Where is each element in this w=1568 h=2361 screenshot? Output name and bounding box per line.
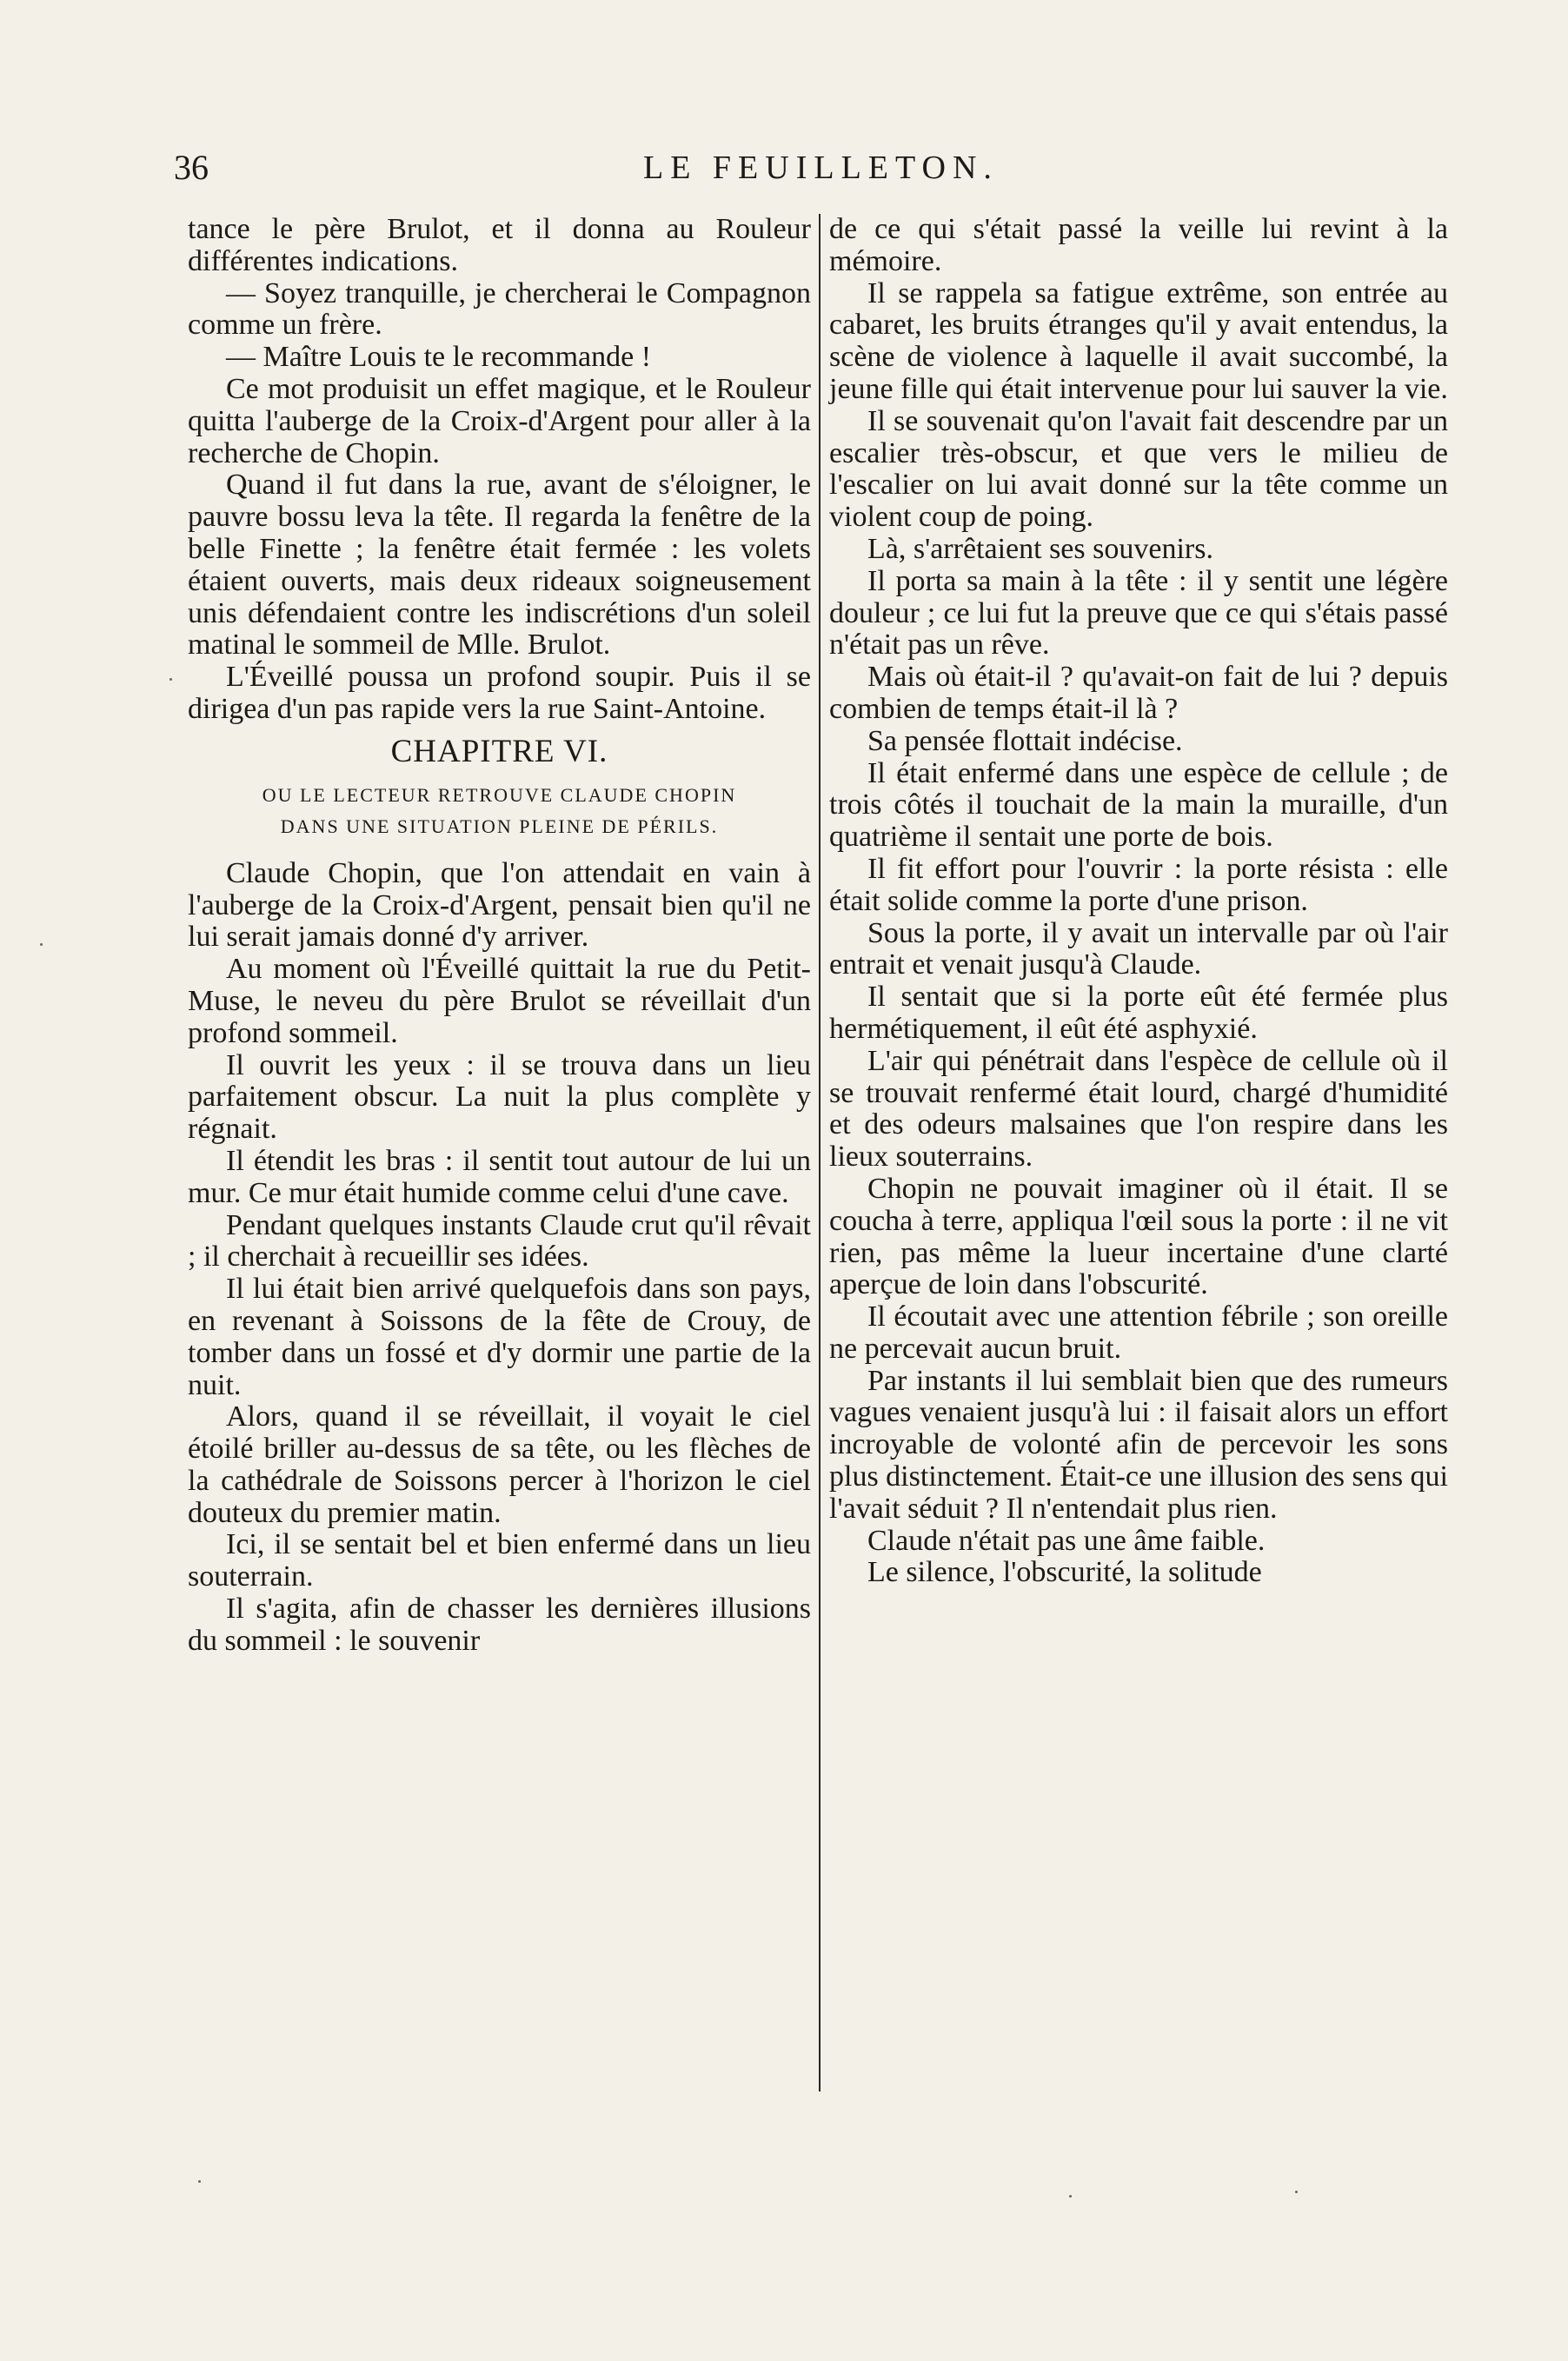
paragraph: Ici, il se sentait bel et bien enfermé dans un lieu souterrain. — [188, 1528, 811, 1593]
paragraph: Sous la porte, il y avait un intervalle par où l'air entrait et venait jusqu'à Claude. — [829, 916, 1448, 981]
paragraph: Il porta sa main à la tête : il y sentit une légère douleur ; ce lui fut la preuve que ce qui s'étais passé n'était pas un rêve. — [829, 564, 1448, 662]
paragraph: Il était enfermé dans une espèce de cellule ; de trois côtés il touchait de la main la muraille, d'un quatrième il sentait une porte de bois. — [829, 756, 1448, 854]
print-speck — [198, 2180, 201, 2183]
paragraph: — Soyez tranquille, je chercherai le Compagnon comme un frère. — [188, 276, 811, 342]
paragraph: — Maître Louis te le recommande ! — [226, 341, 652, 374]
paragraph: Il écoutait avec une attention fébrile ; son oreille ne percevait aucun bruit. — [829, 1300, 1448, 1365]
paragraph: Alors, quand il se réveillait, il voyait le ciel étoilé briller au-dessus de sa tête, ou les flèches de la cathédrale de Soissons percer à l'horizon le ciel douteux du premier matin. — [188, 1400, 811, 1529]
paragraph: Il sentait que si la porte eût été fermée plus hermétiquement, il eût été asphyxié. — [829, 981, 1448, 1045]
paragraph: Mais où était-il ? qu'avait-on fait de lui ? depuis combien de temps était-il là ? — [829, 661, 1448, 725]
print-speck — [1069, 2195, 1072, 2198]
print-speck — [40, 943, 43, 946]
paragraph: Là, s'arrêtaient ses souvenirs. — [867, 532, 1213, 565]
paragraph: Le silence, l'obscurité, la solitude — [867, 1556, 1262, 1589]
paragraph: Il lui était bien arrivé quelquefois dans son pays, en revenant à Soissons de la fête de Crouy, de tomber dans un fossé et d'y dormir une partie de la nuit. — [188, 1273, 811, 1401]
paragraph: Sa pensée flottait indécise. — [867, 724, 1183, 757]
paragraph: Claude n'était pas une âme faible. — [867, 1524, 1266, 1557]
paragraph: Il fit effort pour l'ouvrir : la porte résista : elle était solide comme la porte d'une prison. — [829, 852, 1448, 917]
paragraph: Ce mot produisit un effet magique, et le Rouleur quitta l'auberge de la Croix-d'Argent pour aller à la recherche de Chopin. — [188, 372, 811, 469]
paragraph: de ce qui s'était passé la veille lui revint à la mémoire. — [829, 213, 1448, 277]
paragraph: L'Éveillé poussa un profond soupir. Puis il se dirigea d'un pas rapide vers la rue Saint-Antoine. — [188, 661, 811, 725]
left-column — [188, 214, 811, 1658]
paragraph: Il ouvrit les yeux : il se trouva dans un lieu parfaitement obscur. La nuit la plus complète y régnait. — [188, 1048, 811, 1146]
journal-title: LE FEUILLETON. — [643, 150, 999, 186]
paragraph: Par instants il lui semblait bien que des rumeurs vagues venaient jusqu'à lui : il faisait alors un effort incroyable de volonté afin de percevoir les sons plus distinctement. Était-ce une illusion des sens qui l'avait séduit ? Il n'entendait plus rien. — [829, 1364, 1448, 1525]
paragraph: Il se rappela sa fatigue extrême, son entrée au cabaret, les bruits étranges qu'il y avait entendus, la scène de violence à laquelle il avait succombé, la jeune fille qui était intervenue pour lui sauver la vie. — [829, 276, 1448, 405]
print-speck — [169, 678, 172, 681]
paragraph: Chopin ne pouvait imaginer où il était. Il se coucha à terre, appliqua l'œil sous la porte : il ne vit rien, pas même la lueur incertaine d'une clarté aperçue de loin dans l'obscurité. — [829, 1172, 1448, 1301]
page-number: 36 — [174, 148, 209, 187]
paragraph: Claude Chopin, que l'on attendait en vain à l'auberge de la Croix-d'Argent, pensait bien qu'il ne lui serait jamais donné d'y arriver. — [188, 856, 811, 954]
paragraph: Il étendit les bras : il sentit tout autour de lui un mur. Ce mur était humide comme celui d'une cave. — [188, 1144, 811, 1209]
paragraph: Il se souvenait qu'on l'avait fait descendre par un escalier très-obscur, et que vers le milieu de l'escalier on lui avait donné sur la tête comme un violent coup de poing. — [829, 404, 1448, 534]
paragraph: Pendant quelques instants Claude crut qu'il rêvait ; il cherchait à recueillir ses idées. — [188, 1208, 811, 1274]
paragraph: L'air qui pénétrait dans l'espèce de cellule où il se trouvait renfermé était lourd, chargé d'humidité et des odeurs malsaines que l'on respire dans les lieux souterrains. — [829, 1044, 1448, 1174]
paragraph: Il s'agita, afin de chasser les dernières illusions du sommeil : le souvenir — [188, 1593, 811, 1657]
print-speck — [1295, 2191, 1298, 2193]
paragraph: tance le père Brulot, et il donna au Rouleur différentes indications. — [188, 213, 811, 277]
paragraph: Au moment où l'Éveillé quittait la rue du Petit-Muse, le neveu du père Brulot se réveillait d'un profond sommeil. — [188, 953, 811, 1049]
right-column — [829, 214, 1448, 1589]
chapter-title: CHAPITRE VI. — [390, 733, 608, 769]
chapter-subtitle: OU LE LECTEUR RETROUVE CLAUDE CHOPIN DANS UNE SITUATION PLEINE DE PÉRILS. — [262, 783, 737, 837]
running-head — [174, 146, 1391, 190]
paragraph: Quand il fut dans la rue, avant de s'éloigner, le pauvre bossu leva la tête. Il regarda la fenêtre de la belle Finette ; la fenêtre était fermée : les volets étaient ouverts, mais deux rideaux soigneusement unis défendaient contre les indiscrétions d'un soleil matinal le sommeil de Mlle. Brulot. — [188, 469, 811, 662]
column-rule — [819, 214, 821, 2092]
